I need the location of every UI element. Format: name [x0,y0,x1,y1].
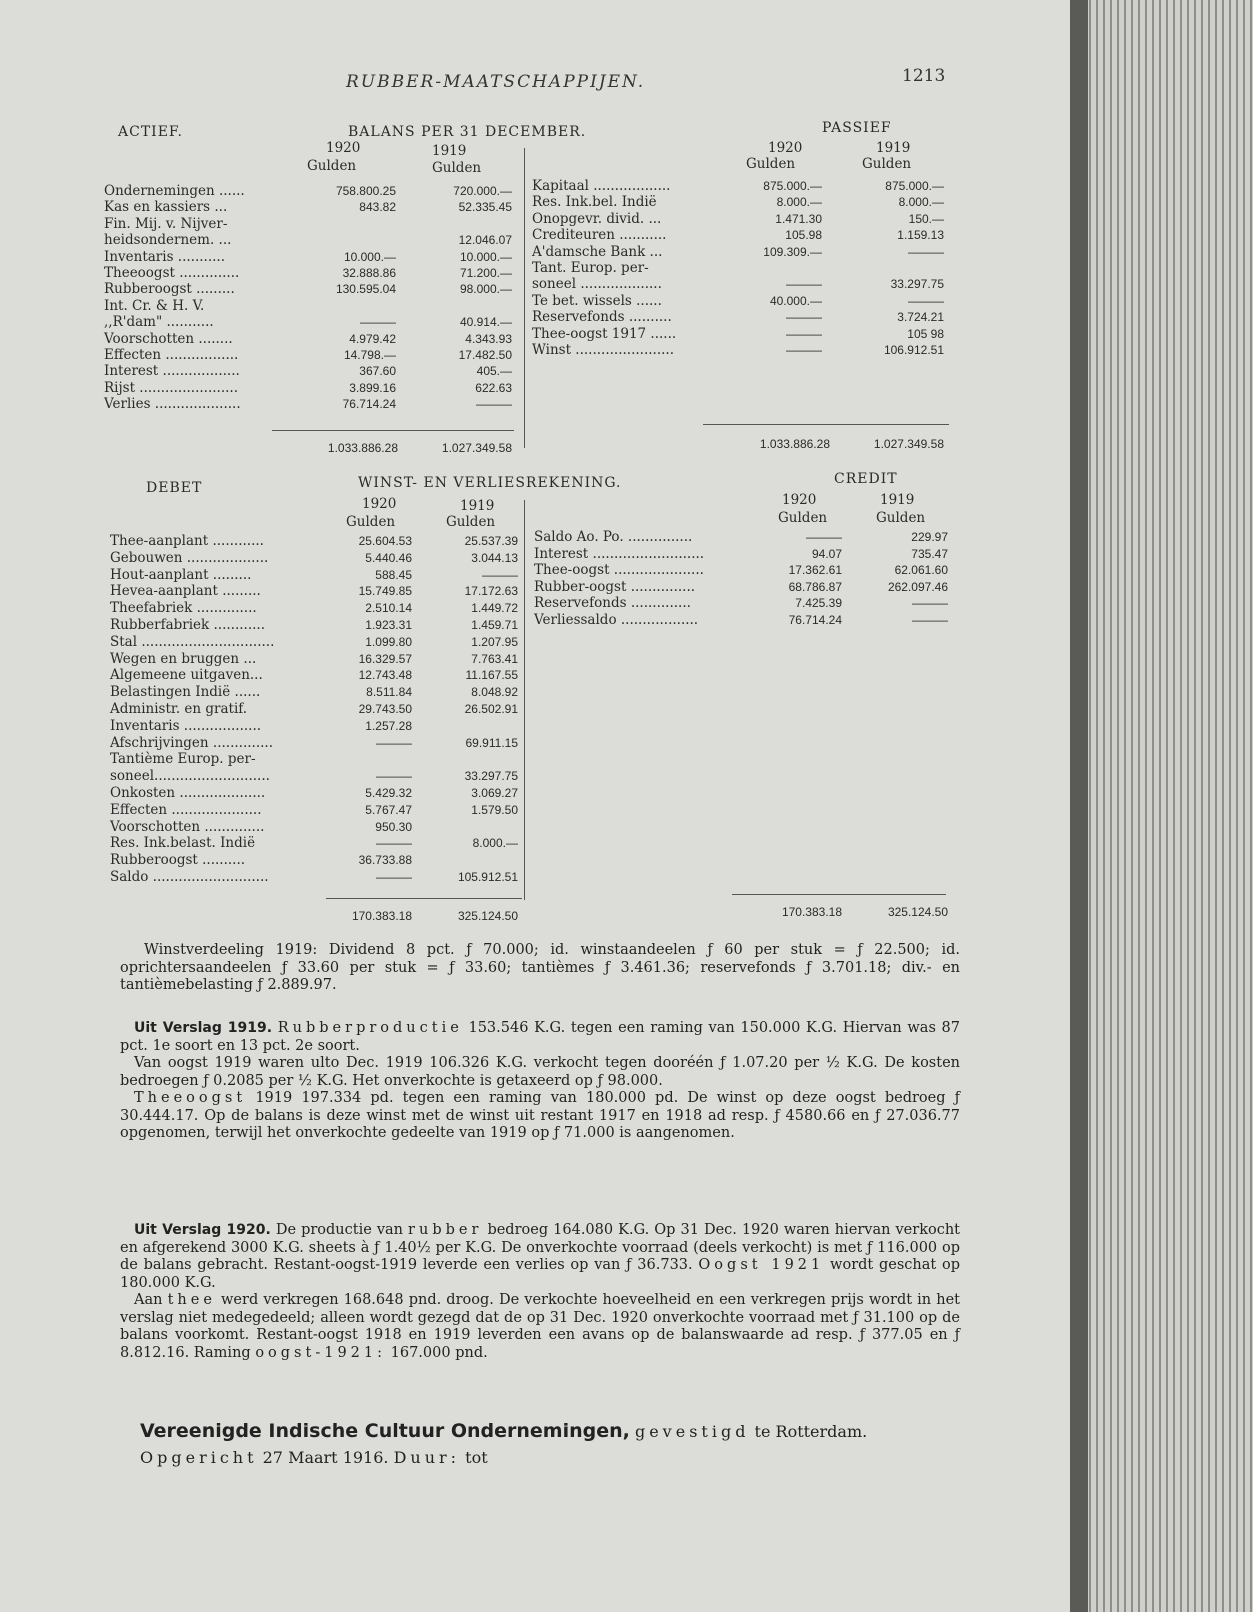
winst-divider [524,500,525,900]
page-number: 1213 [902,66,946,86]
actief-row-label: Voorschotten ........ [104,330,233,347]
winst-credit-year-1919: 1919 [880,492,915,508]
debet-row-label: Gebouwen ................... [110,549,269,566]
credit-row-label: Interest .......................... [534,545,705,562]
actief-row-value-1920: 4.979.42 [349,331,396,346]
debet-row-value-1919: 1.207.95 [471,634,518,649]
debet-row-value-1920: 36.733.88 [358,853,412,868]
actief-row-value-1919: 40.914.— [459,315,512,330]
verslag-1919-text-c: 1919 197.334 pd. tegen een raming van 180.000 pd. De winst op deze oogst bedroeg ƒ 30.444.17. Op de balans is deze winst met de winst uit restant 1917 en 1918 ad resp. ƒ 4580.66 en ƒ 27.036.77 opgenomen, terwijl het onverkochte gedeelte van 1919 op ƒ 71.000 is aangenomen. [120,1090,961,1141]
vicu-duur: Duur: [393,1448,461,1467]
actief-row-value-1920: 758.800.25 [335,184,396,198]
verslag-1919 [120,1020,960,1143]
debet-row-label: Algemeene uitgaven... [110,667,263,684]
passief-row-value-1920: 875.000.— [763,179,822,193]
debet-row-value-1919: ——— [482,567,518,582]
passief-row-value-1919: 106.912.51 [883,343,944,357]
verslag-1920-heading: Uit Verslag 1920. [134,1222,271,1238]
passief-row-label: Crediteuren ........... [532,227,667,244]
passief-row-label: Thee-oogst 1917 ...... [532,325,677,342]
debet-row-value-1920: 2.510.14 [365,601,412,616]
actief-heading: ACTIEF. [118,124,183,140]
debet-row-value-1919: 7.763.41 [471,651,518,666]
passief-row-value-1919: 8.000.— [898,195,944,210]
passief-row-value-1919: 1.159.13 [897,228,944,243]
actief-row-value-1920: 10.000.— [343,249,396,264]
actief-row-value-1920: 130.595.04 [335,282,396,297]
actief-row-label: Int. Cr. & H. V. [104,297,205,314]
debet-row-label: Inventaris .................. [110,717,262,734]
credit-row-label: Rubber-oogst ............... [534,578,696,595]
debet-row-value-1919: 8.000.— [472,836,518,851]
debet-row-label: Hevea-aanplant ......... [110,583,261,600]
verslag-1919-heading: Uit Verslag 1919. [134,1020,273,1036]
vicu-text-b: 27 Maart 1916. [262,1448,389,1467]
book-edge-pages [1070,0,1253,1612]
debet-row-value-1920: 5.440.46 [365,550,412,565]
debet-total-1920: 170.383.18 [351,909,412,923]
verslag-1920-text-a: De productie van [275,1222,404,1238]
debet-row-label: Thee-aanplant ............ [110,533,264,549]
passief-total-1920: 1.033.886.28 [759,437,830,451]
debet-row-value-1920: ——— [376,769,412,784]
verslag-1920-text-c: wordt geschat op 180.000 K.G. [120,1257,961,1291]
debet-row-value-1919: 3.069.27 [471,786,518,800]
actief-row-value-1920: 14.798.— [343,348,396,362]
debet-row-value-1919: 25.537.39 [464,534,518,548]
passief-row-value-1920: 8.000.— [776,195,822,210]
passief-row-value-1920: ——— [786,277,822,292]
actief-row-value-1920: 32.888.86 [342,266,396,280]
verslag-1920-rubber: rubber [408,1222,483,1238]
passief-row-value-1919: 105 98 [907,326,944,341]
actief-row-label: Kas en kassiers ... [104,199,228,216]
passief-row-value-1919: ——— [908,244,944,259]
credit-row-value-1919: ——— [912,596,948,611]
running-title: RUBBER-MAATSCHAPPIJEN. [346,72,646,92]
winst-heading: WINST- EN VERLIESREKENING. [358,475,622,491]
winst-debet-unit-1919: Gulden [446,514,496,530]
debet-total-rule [326,898,522,899]
passief-row-value-1920: ——— [786,343,822,357]
verslag-1920-oogst-1921: Oogst 1921 [698,1257,825,1273]
debet-row-value-1919: 105.912.51 [457,870,518,884]
passief-row-value-1920: 109.309.— [763,244,822,259]
debet-row-value-1920: 1.923.31 [365,618,412,632]
debet-row-value-1920: 5.767.47 [365,802,412,817]
actief-row-value-1919: 17.482.50 [458,348,512,362]
debet-row-value-1920: 12.743.48 [358,668,412,683]
credit-row-value-1920: 94.07 [811,546,842,561]
actief-row-label: Rijst ....................... [104,379,239,396]
balans-heading: BALANS PER 31 DECEMBER. [348,124,587,140]
passief-row-label: Onopgevr. divid. ... [532,210,662,227]
actief-row-label: Effecten ................. [104,347,239,363]
verslag-1920-raming-oogst: oogst-1921: [255,1344,387,1361]
vicu-entry [140,1418,970,1471]
balans-actief-unit-1919: Gulden [432,160,482,176]
debet-row-value-1920: ——— [376,870,412,884]
credit-row-value-1919: 229.97 [911,530,948,544]
debet-row-label: Saldo ........................... [110,869,269,885]
credit-row-value-1920: ——— [806,530,842,544]
actief-total-rule [272,430,514,431]
balans-actief-year-1919: 1919 [432,143,467,159]
credit-row-value-1920: 76.714.24 [788,613,842,627]
debet-row-value-1920: 16.329.57 [358,651,412,666]
debet-row-label: Theefabriek .............. [110,600,257,617]
winst-debet-year-1920: 1920 [362,496,397,512]
passief-row-value-1920: 40.000.— [769,293,822,308]
winst-credit-unit-1920: Gulden [778,510,828,526]
balans-passief-year-1920: 1920 [768,140,803,156]
debet-row-value-1920: 588.45 [375,567,412,582]
debet-row-value-1919: 1.449.72 [471,601,518,616]
verslag-1919-rubberproductie: Rubberproductie [277,1020,463,1036]
passief-row-label: Reservefonds .......... [532,309,672,326]
debet-row-value-1920: ——— [376,735,412,750]
debet-row-label: Onkosten .................... [110,785,266,801]
passief-row-value-1920: 1.471.30 [775,211,822,226]
winst-credit-unit-1919: Gulden [876,510,926,526]
verslag-1920-text-e: 167.000 pnd. [390,1344,488,1361]
debet-row-label: Tantième Europ. per- [110,751,256,768]
debet-row-label: Wegen en bruggen ... [110,650,257,667]
passief-row-label: Winst ....................... [532,342,674,358]
actief-row-value-1920: 76.714.24 [342,397,396,412]
actief-row-label: Verlies .................... [104,396,241,413]
credit-total-1919: 325.124.50 [887,905,948,919]
credit-row-value-1919: 62.061.60 [894,563,948,578]
verslag-1920-text-d1: Aan [134,1292,163,1308]
actief-row-label: Inventaris ........... [104,248,226,265]
debet-row-label: Effecten ..................... [110,801,262,818]
verslag-1919-text-b: Van oogst 1919 waren ulto Dec. 1919 106.326 K.G. verkocht tegen dooréén ƒ 1.07.20 per ½ K.G. De kosten bedroegen ƒ 0.2085 per ½ K.G. Het onverkochte is getaxeerd op ƒ 98.000. [120,1055,960,1089]
verslag-1919-text-a: 153.546 K.G. tegen een raming van 150.000 K.G. Hiervan was 87 pct. 1e soort en 13 pct. 2e soort. [120,1020,961,1054]
passief-row-label: soneel ................... [532,276,662,293]
verslag-1920-text-d2: werd verkregen 168.648 pnd. droog. De verkochte hoeveelheid en een verkregen prijs wordt in het verslag niet medegedeeld; alleen wordt gezegd dat de op 31 Dec. 1920 onverkochte voorraad met ƒ 31.100 op de balans voorkomt. Restant-oogst 1918 en 1919 leverden een avans op de balanswaarde ad resp. ƒ 377.05 en ƒ 8.812.16. Raming [120,1292,960,1361]
actief-row-value-1919: 71.200.— [459,266,512,280]
actief-row-value-1919: 52.335.45 [458,200,512,215]
credit-row-value-1920: 7.425.39 [795,596,842,611]
actief-row-label: Theeoogst .............. [104,265,240,281]
vicu-gevestigd: gevestigd [634,1422,750,1441]
passief-row-label: Res. Ink.bel. Indië [532,194,657,211]
debet-row-value-1919: 69.911.15 [465,735,518,750]
actief-row-value-1919: 622.63 [475,380,512,395]
actief-total-1920: 1.033.886.28 [327,441,398,455]
vicu-opgericht: Opgericht [140,1448,258,1467]
passief-row-value-1920: 105.98 [785,228,822,243]
verslag-1920 [120,1222,960,1362]
debet-heading: DEBET [146,480,203,496]
balans-actief-unit-1920: Gulden [307,158,357,174]
actief-row-value-1919: 10.000.— [459,249,512,264]
winst-debet-year-1919: 1919 [460,498,495,514]
actief-row-value-1919: 12.046.07 [458,233,512,248]
debet-row-value-1920: ——— [376,836,412,851]
credit-row-value-1919: 262.097.46 [887,579,948,594]
passief-row-label: Te bet. wissels ...... [532,292,662,309]
book-gutter-shadow [1070,0,1088,1612]
actief-row-label: Rubberoogst ......... [104,281,235,298]
debet-row-label: Administr. en gratif. [110,701,248,717]
actief-row-value-1920: ——— [360,315,396,330]
credit-heading: CREDIT [834,471,898,487]
winst-credit-year-1920: 1920 [782,492,817,508]
passief-row-label: Tant. Europ. per- [532,260,649,276]
debet-total-1919: 325.124.50 [457,909,518,923]
debet-row-label: Rubberoogst .......... [110,852,246,869]
actief-row-value-1920: 3.899.16 [349,380,396,395]
debet-row-value-1919: 8.048.92 [471,685,518,700]
balans-passief-unit-1919: Gulden [862,156,912,172]
debet-row-value-1919: 1.459.71 [471,618,518,632]
vicu-text-c: tot [465,1448,488,1467]
debet-row-label: Voorschotten .............. [110,818,265,835]
credit-total-1920: 170.383.18 [781,905,842,919]
debet-row-value-1919: 11.167.55 [465,668,518,683]
actief-total-1919: 1.027.349.58 [441,441,512,455]
actief-row-value-1920: 367.60 [359,364,396,379]
passief-heading: PASSIEF [822,120,892,136]
debet-row-value-1920: 15.749.85 [358,584,412,599]
credit-row-value-1920: 17.362.61 [788,563,842,578]
debet-row-label: Rubberfabriek ............ [110,617,265,633]
passief-row-value-1919: 875.000.— [885,179,944,193]
debet-row-value-1920: 25.604.53 [358,534,412,548]
debet-row-label: Res. Ink.belast. Indië [110,835,256,852]
credit-row-value-1919: 735.47 [911,546,948,561]
passief-row-value-1919: ——— [908,293,944,308]
balans-passief-year-1919: 1919 [876,140,911,156]
passief-row-value-1919: 33.297.75 [890,277,944,292]
debet-row-value-1920: 1.099.80 [365,634,412,649]
debet-row-value-1920: 8.511.84 [366,685,412,700]
actief-row-label: ,,R'dam" ........... [104,314,214,331]
winst-debet-unit-1920: Gulden [346,514,396,530]
actief-row-label: Fin. Mij. v. Nijver- [104,215,228,232]
balans-actief-year-1920: 1920 [326,140,361,156]
actief-row-value-1919: 98.000.— [459,282,512,297]
credit-row-label: Verliessaldo .................. [534,612,699,628]
debet-row-value-1919: 33.297.75 [464,769,518,784]
debet-row-label: Afschrijvingen .............. [110,734,273,751]
vicu-text-a: te Rotterdam. [754,1422,868,1441]
verslag-1919-theeoogst: Theeoogst [134,1090,247,1106]
balans-passief-unit-1920: Gulden [746,156,796,172]
passief-row-value-1919: 150.— [908,211,944,226]
actief-row-label: Ondernemingen ...... [104,183,245,199]
balans-divider [524,148,525,448]
debet-row-label: soneel........................... [110,768,270,785]
debet-row-value-1920: 1.257.28 [365,718,412,733]
vicu-company-name: Vereenigde Indische Cultuur Ondernemingen, [140,1420,630,1442]
debet-row-value-1920: 5.429.32 [365,786,412,800]
debet-row-value-1919: 17.172.63 [464,584,518,599]
actief-row-value-1919: ——— [476,397,512,412]
passief-row-label: Kapitaal .................. [532,178,671,194]
actief-row-label: heidsondernem. ... [104,232,232,249]
debet-row-value-1919: 1.579.50 [471,802,518,817]
credit-row-label: Saldo Ao. Po. ............... [534,529,693,545]
debet-row-label: Hout-aanplant ......... [110,566,252,583]
debet-row-value-1919: 3.044.13 [471,550,518,565]
credit-row-value-1920: 68.786.87 [788,579,842,594]
passief-row-label: A'damsche Bank ... [532,243,663,260]
debet-row-label: Stal ............................... [110,633,275,650]
verslag-1920-thee: thee [167,1292,216,1308]
actief-row-value-1920: 843.82 [359,200,396,215]
passief-row-value-1920: ——— [786,310,822,325]
passief-total-rule [703,424,949,425]
winstverdeeling-paragraph [120,942,960,995]
passief-total-1919: 1.027.349.58 [873,437,944,451]
credit-row-label: Thee-oogst ..................... [534,562,704,579]
credit-total-rule [732,894,946,895]
actief-row-value-1919: 405.— [476,364,512,379]
debet-row-label: Belastingen Indië ...... [110,684,261,701]
debet-row-value-1919: 26.502.91 [464,702,518,716]
debet-row-value-1920: 950.30 [375,819,412,834]
actief-row-value-1919: 4.343.93 [465,331,512,346]
credit-row-value-1919: ——— [912,613,948,627]
verslag-1920-text-b: bedroeg 164.080 K.G. Op 31 Dec. 1920 waren hiervan verkocht en afgerekend 3000 K.G. sheets à ƒ 1.40½ per K.G. De onverkochte voorraad (deels verkocht) is met ƒ 116.000 op de balans gebracht. Restant-oogst-1919 leverde een verlies op van ƒ 36.733. [120,1222,960,1273]
passief-row-value-1919: 3.724.21 [897,310,944,325]
actief-row-value-1919: 720.000.— [453,184,512,198]
debet-row-value-1920: 29.743.50 [358,702,412,716]
credit-row-label: Reservefonds .............. [534,595,691,612]
actief-row-label: Interest .................. [104,363,240,380]
winstverdeeling-text: Winstverdeeling 1919: Dividend 8 pct. ƒ 70.000; id. winstaandeelen ƒ 60 per stuk = ƒ 22.500; id. oprichtersaandeelen ƒ 33.60 per stuk = ƒ 33.60; tantièmes ƒ 3.461.36; reservefonds ƒ 3.701.18; div.- en tantièmebelasting ƒ 2.889.97. [120,942,960,993]
passief-row-value-1920: ——— [786,326,822,341]
